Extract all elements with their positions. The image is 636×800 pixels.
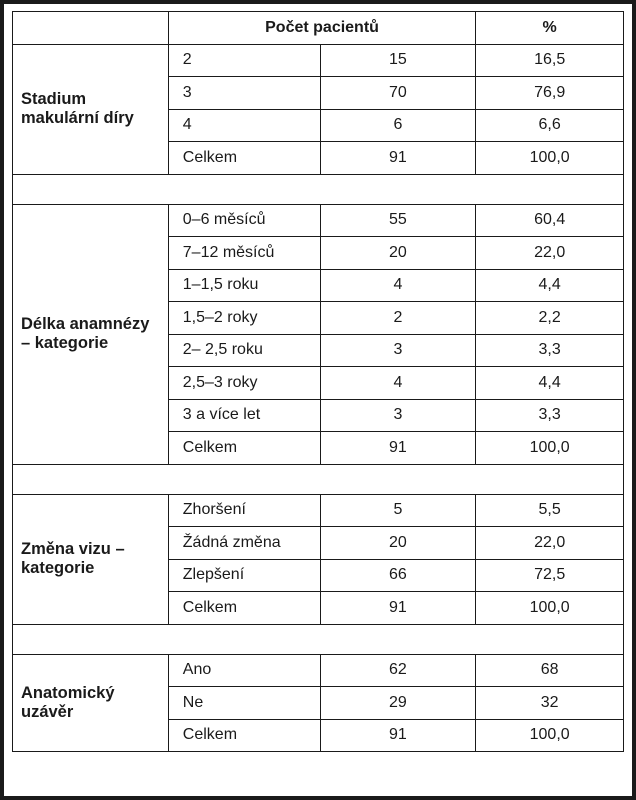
row-percent: 68 — [476, 654, 624, 687]
row-percent: 32 — [476, 687, 624, 720]
header-percent: % — [476, 12, 624, 45]
group-title: Délka anamnézy – kategorie — [13, 204, 169, 464]
row-percent: 3,3 — [476, 399, 624, 432]
spacer-cell — [13, 624, 624, 654]
row-count: 3 — [320, 334, 476, 367]
spacer-row — [13, 464, 624, 494]
row-count: 91 — [320, 719, 476, 752]
row-label: Celkem — [168, 432, 320, 465]
row-label: Celkem — [168, 719, 320, 752]
header-count: Počet pacientů — [168, 12, 476, 45]
row-percent: 2,2 — [476, 302, 624, 335]
row-percent: 60,4 — [476, 204, 624, 237]
row-count: 55 — [320, 204, 476, 237]
spacer-row — [13, 174, 624, 204]
row-label: 3 a více let — [168, 399, 320, 432]
row-count: 4 — [320, 367, 476, 400]
row-count: 29 — [320, 687, 476, 720]
header-row — [13, 12, 624, 45]
spacer-cell — [13, 174, 624, 204]
row-percent: 100,0 — [476, 592, 624, 625]
row-percent: 100,0 — [476, 432, 624, 465]
table-row — [13, 494, 624, 527]
row-percent: 5,5 — [476, 494, 624, 527]
spacer-cell — [13, 464, 624, 494]
row-count: 20 — [320, 237, 476, 270]
patient-statistics-table — [12, 11, 624, 752]
group-title: Stadium makulární díry — [13, 44, 169, 174]
row-label: Zhoršení — [168, 494, 320, 527]
row-label: 7–12 měsíců — [168, 237, 320, 270]
row-count: 20 — [320, 527, 476, 560]
table-row — [13, 204, 624, 237]
group-title: Změna vizu – kategorie — [13, 494, 169, 624]
row-label: Žádná změna — [168, 527, 320, 560]
row-label: 0–6 měsíců — [168, 204, 320, 237]
row-label: 2 — [168, 44, 320, 77]
row-percent: 76,9 — [476, 77, 624, 110]
row-count: 91 — [320, 432, 476, 465]
row-percent: 100,0 — [476, 719, 624, 752]
row-percent: 100,0 — [476, 142, 624, 175]
row-label: Ano — [168, 654, 320, 687]
row-label: 2,5–3 roky — [168, 367, 320, 400]
row-count: 15 — [320, 44, 476, 77]
row-count: 62 — [320, 654, 476, 687]
row-label: Ne — [168, 687, 320, 720]
row-percent: 4,4 — [476, 269, 624, 302]
row-label: 4 — [168, 109, 320, 142]
row-count: 3 — [320, 399, 476, 432]
row-percent: 3,3 — [476, 334, 624, 367]
row-count: 91 — [320, 592, 476, 625]
row-label: Celkem — [168, 592, 320, 625]
row-label: 1,5–2 roky — [168, 302, 320, 335]
row-percent: 6,6 — [476, 109, 624, 142]
row-percent: 22,0 — [476, 527, 624, 560]
row-label: Celkem — [168, 142, 320, 175]
row-percent: 22,0 — [476, 237, 624, 270]
group-title: Anatomický uzávěr — [13, 654, 169, 752]
header-empty-cell — [13, 12, 169, 45]
row-count: 91 — [320, 142, 476, 175]
row-count: 70 — [320, 77, 476, 110]
row-count: 2 — [320, 302, 476, 335]
row-percent: 4,4 — [476, 367, 624, 400]
row-percent: 72,5 — [476, 559, 624, 592]
row-percent: 16,5 — [476, 44, 624, 77]
row-label: Zlepšení — [168, 559, 320, 592]
row-label: 2– 2,5 roku — [168, 334, 320, 367]
row-count: 4 — [320, 269, 476, 302]
row-count: 6 — [320, 109, 476, 142]
row-label: 1–1,5 roku — [168, 269, 320, 302]
table-row — [13, 654, 624, 687]
row-label: 3 — [168, 77, 320, 110]
row-count: 5 — [320, 494, 476, 527]
row-count: 66 — [320, 559, 476, 592]
table-row — [13, 44, 624, 77]
spacer-row — [13, 624, 624, 654]
